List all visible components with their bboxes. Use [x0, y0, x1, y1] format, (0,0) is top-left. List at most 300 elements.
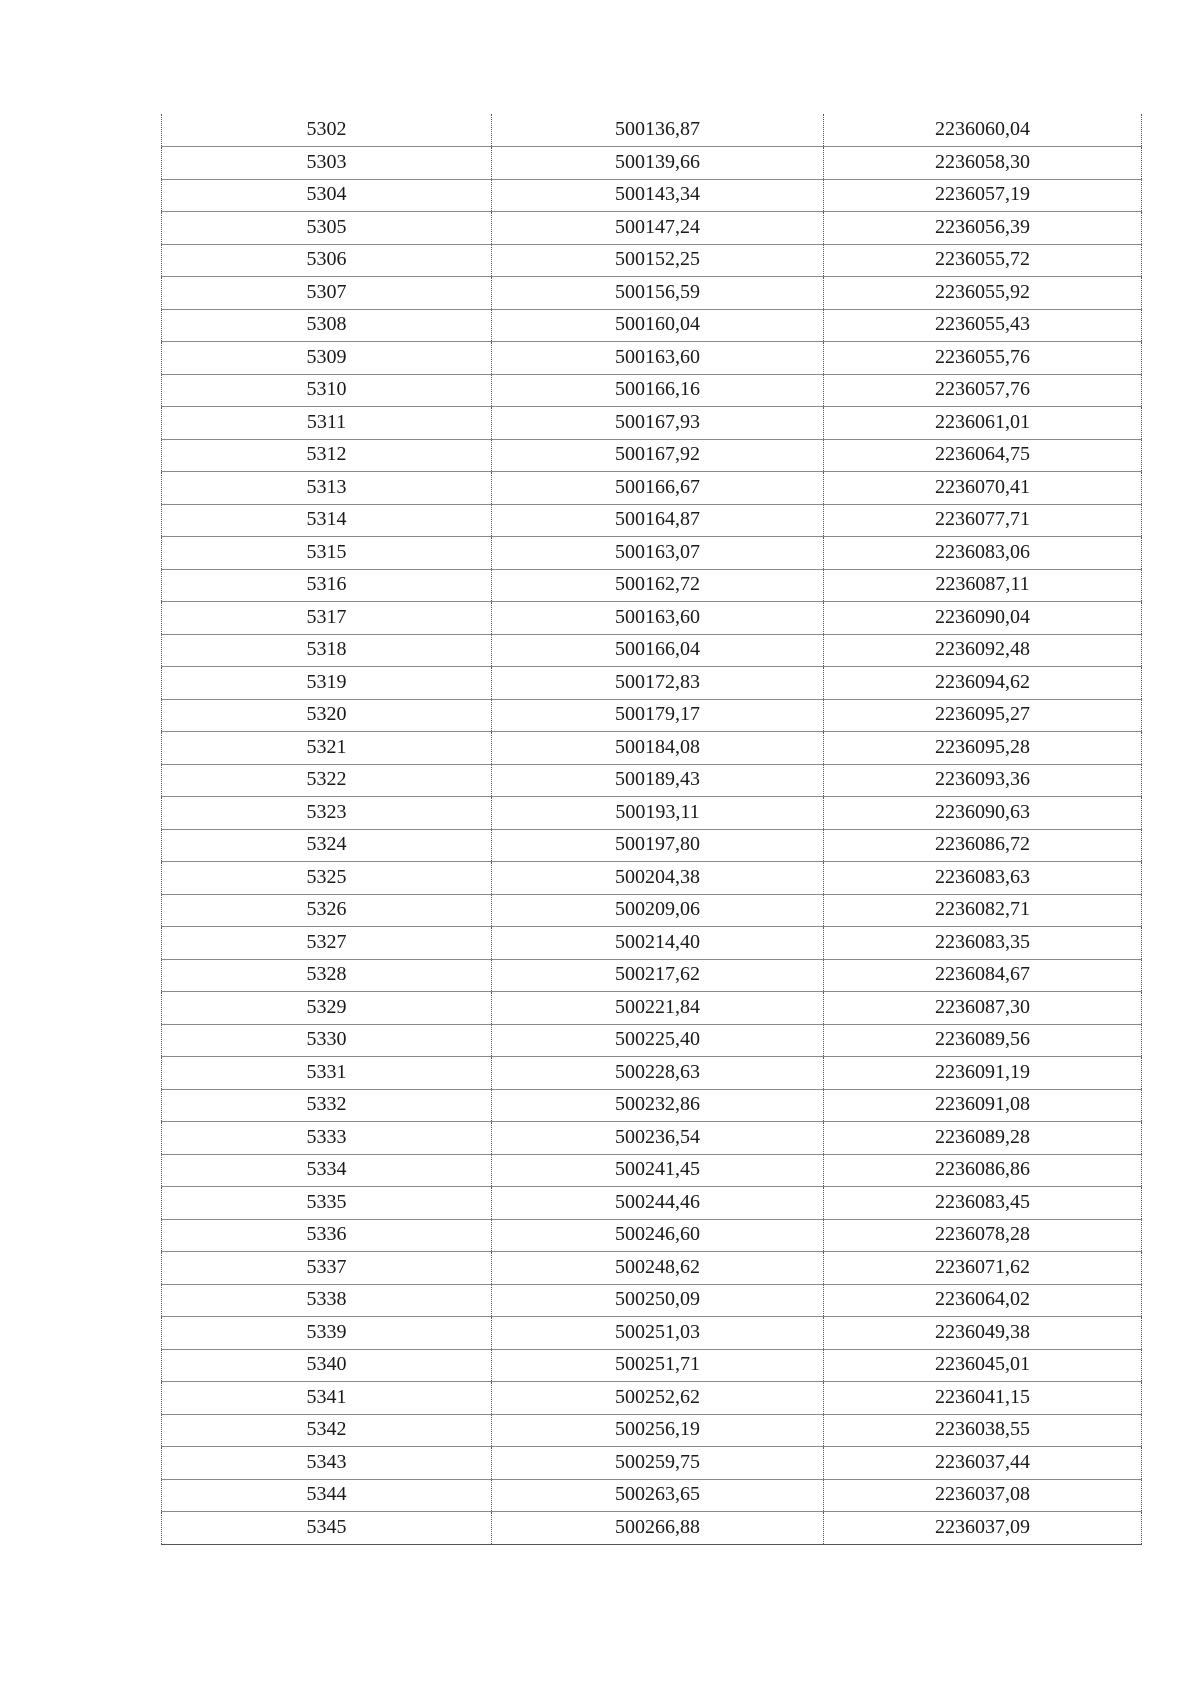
cell-text: 500184,08	[615, 735, 700, 758]
table-row	[162, 1382, 1142, 1415]
y-coordinate-cell	[824, 894, 1142, 927]
cell-text: 2236083,45	[935, 1190, 1030, 1213]
table-row	[162, 569, 1142, 602]
point-number-cell	[162, 1349, 492, 1382]
y-coordinate-cell	[824, 1252, 1142, 1285]
cell-text: 2236082,71	[935, 898, 1030, 921]
cell-text: 5317	[306, 605, 347, 628]
y-coordinate-cell	[824, 1122, 1142, 1155]
cell-text: 500166,67	[615, 475, 700, 498]
cell-text: 500246,60	[615, 1223, 700, 1246]
point-number-cell	[162, 992, 492, 1025]
cell-text: 2236038,55	[935, 1418, 1030, 1441]
cell-text: 2236086,86	[935, 1158, 1030, 1181]
x-coordinate-cell	[492, 764, 824, 797]
x-coordinate-cell	[492, 342, 824, 375]
table-row	[162, 537, 1142, 570]
point-number-cell	[162, 374, 492, 407]
y-coordinate-cell	[824, 1479, 1142, 1512]
x-coordinate-cell	[492, 179, 824, 212]
cell-text: 5308	[306, 313, 347, 336]
cell-text: 5320	[306, 703, 347, 726]
cell-text: 5303	[306, 150, 347, 173]
cell-text: 2236091,08	[935, 1093, 1030, 1116]
table-row	[162, 1219, 1142, 1252]
table-row	[162, 1252, 1142, 1285]
cell-text: 2236090,63	[935, 800, 1030, 823]
cell-text: 2236083,06	[935, 540, 1030, 563]
cell-text: 5334	[306, 1158, 347, 1181]
cell-text: 2236091,19	[935, 1060, 1030, 1083]
y-coordinate-cell	[824, 1317, 1142, 1350]
table-row	[162, 147, 1142, 180]
point-number-cell	[162, 1024, 492, 1057]
cell-text: 500251,03	[615, 1320, 700, 1343]
x-coordinate-cell	[492, 309, 824, 342]
x-coordinate-cell	[492, 1512, 824, 1545]
y-coordinate-cell	[824, 1284, 1142, 1317]
cell-text: 5323	[306, 800, 347, 823]
point-number-cell	[162, 797, 492, 830]
cell-text: 5322	[306, 768, 347, 791]
point-number-cell	[162, 764, 492, 797]
cell-text: 5314	[306, 508, 347, 531]
table-row	[162, 797, 1142, 830]
x-coordinate-cell	[492, 1479, 824, 1512]
cell-text: 5315	[306, 540, 347, 563]
x-coordinate-cell	[492, 472, 824, 505]
x-coordinate-cell	[492, 439, 824, 472]
x-coordinate-cell	[492, 732, 824, 765]
x-coordinate-cell	[492, 1089, 824, 1122]
x-coordinate-cell	[492, 1154, 824, 1187]
y-coordinate-cell	[824, 277, 1142, 310]
y-coordinate-cell	[824, 927, 1142, 960]
y-coordinate-cell	[824, 1089, 1142, 1122]
table-row	[162, 699, 1142, 732]
table-row	[162, 1122, 1142, 1155]
y-coordinate-cell	[824, 374, 1142, 407]
point-number-cell	[162, 407, 492, 440]
table-row	[162, 244, 1142, 277]
cell-text: 2236058,30	[935, 150, 1030, 173]
cell-text: 2236060,04	[935, 118, 1030, 140]
x-coordinate-cell	[492, 1219, 824, 1252]
x-coordinate-cell	[492, 1284, 824, 1317]
cell-text: 500167,93	[615, 410, 700, 433]
cell-text: 500163,60	[615, 345, 700, 368]
table-row	[162, 764, 1142, 797]
y-coordinate-cell	[824, 634, 1142, 667]
cell-text: 500167,92	[615, 443, 700, 466]
y-coordinate-cell	[824, 472, 1142, 505]
cell-text: 500166,16	[615, 378, 700, 401]
x-coordinate-cell	[492, 537, 824, 570]
cell-text: 500172,83	[615, 670, 700, 693]
cell-text: 500236,54	[615, 1125, 700, 1148]
cell-text: 500263,65	[615, 1483, 700, 1506]
cell-text: 2236084,67	[935, 963, 1030, 986]
cell-text: 500244,46	[615, 1190, 700, 1213]
point-number-cell	[162, 114, 492, 147]
cell-text: 5302	[306, 118, 347, 140]
cell-text: 500197,80	[615, 833, 700, 856]
cell-text: 500256,19	[615, 1418, 700, 1441]
cell-text: 5307	[306, 280, 347, 303]
table-row	[162, 342, 1142, 375]
point-number-cell	[162, 634, 492, 667]
y-coordinate-cell	[824, 1349, 1142, 1382]
x-coordinate-cell	[492, 1447, 824, 1480]
y-coordinate-cell	[824, 1154, 1142, 1187]
cell-text: 5343	[306, 1450, 347, 1473]
cell-text: 2236087,30	[935, 995, 1030, 1018]
cell-text: 500163,07	[615, 540, 700, 563]
cell-text: 2236086,72	[935, 833, 1030, 856]
cell-text: 5309	[306, 345, 347, 368]
cell-text: 5312	[306, 443, 347, 466]
x-coordinate-cell	[492, 1252, 824, 1285]
cell-text: 2236095,27	[935, 703, 1030, 726]
y-coordinate-cell	[824, 439, 1142, 472]
point-number-cell	[162, 1317, 492, 1350]
cell-text: 5340	[306, 1353, 347, 1376]
cell-text: 500250,09	[615, 1288, 700, 1311]
cell-text: 2236037,09	[935, 1515, 1030, 1538]
table-row	[162, 1512, 1142, 1545]
table-row	[162, 1479, 1142, 1512]
y-coordinate-cell	[824, 147, 1142, 180]
point-number-cell	[162, 1382, 492, 1415]
y-coordinate-cell	[824, 244, 1142, 277]
x-coordinate-cell	[492, 569, 824, 602]
point-number-cell	[162, 1057, 492, 1090]
cell-text: 500221,84	[615, 995, 700, 1018]
cell-text: 500259,75	[615, 1450, 700, 1473]
y-coordinate-cell	[824, 1382, 1142, 1415]
table-row	[162, 667, 1142, 700]
point-number-cell	[162, 1089, 492, 1122]
point-number-cell	[162, 1447, 492, 1480]
table-row	[162, 277, 1142, 310]
x-coordinate-cell	[492, 1349, 824, 1382]
y-coordinate-cell	[824, 114, 1142, 147]
y-coordinate-cell	[824, 569, 1142, 602]
table-row	[162, 634, 1142, 667]
table-row	[162, 1057, 1142, 1090]
point-number-cell	[162, 1512, 492, 1545]
table-row	[162, 407, 1142, 440]
cell-text: 500252,62	[615, 1385, 700, 1408]
x-coordinate-cell	[492, 602, 824, 635]
cell-text: 500248,62	[615, 1255, 700, 1278]
table-row	[162, 212, 1142, 245]
x-coordinate-cell	[492, 1122, 824, 1155]
table-row	[162, 472, 1142, 505]
x-coordinate-cell	[492, 894, 824, 927]
cell-text: 500228,63	[615, 1060, 700, 1083]
cell-text: 500217,62	[615, 963, 700, 986]
y-coordinate-cell	[824, 1057, 1142, 1090]
table-row	[162, 1187, 1142, 1220]
cell-text: 500143,34	[615, 183, 700, 206]
cell-text: 5338	[306, 1288, 347, 1311]
table-row	[162, 309, 1142, 342]
point-number-cell	[162, 309, 492, 342]
y-coordinate-cell	[824, 667, 1142, 700]
point-number-cell	[162, 569, 492, 602]
table-row	[162, 1317, 1142, 1350]
cell-text: 5342	[306, 1418, 347, 1441]
y-coordinate-cell	[824, 1512, 1142, 1545]
cell-text: 5304	[306, 183, 347, 206]
point-number-cell	[162, 439, 492, 472]
table-row	[162, 992, 1142, 1025]
x-coordinate-cell	[492, 992, 824, 1025]
table-row	[162, 927, 1142, 960]
x-coordinate-cell	[492, 927, 824, 960]
cell-text: 5327	[306, 930, 347, 953]
cell-text: 500164,87	[615, 508, 700, 531]
point-number-cell	[162, 504, 492, 537]
cell-text: 500225,40	[615, 1028, 700, 1051]
cell-text: 5333	[306, 1125, 347, 1148]
table-row	[162, 602, 1142, 635]
cell-text: 500160,04	[615, 313, 700, 336]
cell-text: 2236077,71	[935, 508, 1030, 531]
point-number-cell	[162, 537, 492, 570]
x-coordinate-cell	[492, 407, 824, 440]
table-row	[162, 829, 1142, 862]
cell-text: 500163,60	[615, 605, 700, 628]
point-number-cell	[162, 699, 492, 732]
y-coordinate-cell	[824, 764, 1142, 797]
cell-text: 5326	[306, 898, 347, 921]
table-row	[162, 732, 1142, 765]
cell-text: 2236070,41	[935, 475, 1030, 498]
cell-text: 5319	[306, 670, 347, 693]
cell-text: 2236094,62	[935, 670, 1030, 693]
y-coordinate-cell	[824, 537, 1142, 570]
x-coordinate-cell	[492, 667, 824, 700]
x-coordinate-cell	[492, 504, 824, 537]
point-number-cell	[162, 1122, 492, 1155]
cell-text: 5311	[306, 410, 347, 433]
point-number-cell	[162, 667, 492, 700]
cell-text: 2236049,38	[935, 1320, 1030, 1343]
cell-text: 5331	[306, 1060, 347, 1083]
y-coordinate-cell	[824, 699, 1142, 732]
table-row	[162, 959, 1142, 992]
point-number-cell	[162, 1414, 492, 1447]
y-coordinate-cell	[824, 1024, 1142, 1057]
cell-text: 5336	[306, 1223, 347, 1246]
cell-text: 2236041,15	[935, 1385, 1030, 1408]
cell-text: 500266,88	[615, 1515, 700, 1538]
cell-text: 2236061,01	[935, 410, 1030, 433]
cell-text: 2236087,11	[935, 573, 1030, 596]
y-coordinate-cell	[824, 959, 1142, 992]
point-number-cell	[162, 277, 492, 310]
y-coordinate-cell	[824, 1187, 1142, 1220]
y-coordinate-cell	[824, 797, 1142, 830]
cell-text: 500166,04	[615, 638, 700, 661]
cell-text: 5330	[306, 1028, 347, 1051]
cell-text: 500179,17	[615, 703, 700, 726]
cell-text: 5310	[306, 378, 347, 401]
table-row	[162, 374, 1142, 407]
cell-text: 500232,86	[615, 1093, 700, 1116]
cell-text: 500214,40	[615, 930, 700, 953]
cell-text: 5318	[306, 638, 347, 661]
y-coordinate-cell	[824, 407, 1142, 440]
point-number-cell	[162, 179, 492, 212]
y-coordinate-cell	[824, 504, 1142, 537]
x-coordinate-cell	[492, 1382, 824, 1415]
table-row	[162, 1284, 1142, 1317]
cell-text: 5321	[306, 735, 347, 758]
point-number-cell	[162, 829, 492, 862]
x-coordinate-cell	[492, 829, 824, 862]
table-row	[162, 1349, 1142, 1382]
point-number-cell	[162, 894, 492, 927]
cell-text: 2236055,72	[935, 248, 1030, 271]
cell-text: 5339	[306, 1320, 347, 1343]
y-coordinate-cell	[824, 992, 1142, 1025]
cell-text: 2236055,92	[935, 280, 1030, 303]
cell-text: 5341	[306, 1385, 347, 1408]
y-coordinate-cell	[824, 602, 1142, 635]
point-number-cell	[162, 147, 492, 180]
point-number-cell	[162, 1219, 492, 1252]
cell-text: 5313	[306, 475, 347, 498]
cell-text: 5345	[306, 1515, 347, 1538]
cell-text: 2236078,28	[935, 1223, 1030, 1246]
point-number-cell	[162, 1187, 492, 1220]
cell-text: 500152,25	[615, 248, 700, 271]
cell-text: 500204,38	[615, 865, 700, 888]
cell-text: 2236055,43	[935, 313, 1030, 336]
y-coordinate-cell	[824, 342, 1142, 375]
x-coordinate-cell	[492, 634, 824, 667]
point-number-cell	[162, 212, 492, 245]
cell-text: 2236095,28	[935, 735, 1030, 758]
x-coordinate-cell	[492, 244, 824, 277]
table-row	[162, 1414, 1142, 1447]
point-number-cell	[162, 244, 492, 277]
cell-text: 5344	[306, 1483, 347, 1506]
cell-text: 2236037,08	[935, 1483, 1030, 1506]
table-row	[162, 894, 1142, 927]
point-number-cell	[162, 1154, 492, 1187]
table-row	[162, 1089, 1142, 1122]
cell-text: 500189,43	[615, 768, 700, 791]
cell-text: 5328	[306, 963, 347, 986]
x-coordinate-cell	[492, 374, 824, 407]
table-row	[162, 1154, 1142, 1187]
cell-text: 500162,72	[615, 573, 700, 596]
x-coordinate-cell	[492, 1024, 824, 1057]
coordinates-table	[161, 114, 1142, 1545]
table-row	[162, 1447, 1142, 1480]
y-coordinate-cell	[824, 212, 1142, 245]
cell-text: 500147,24	[615, 215, 700, 238]
cell-text: 2236064,75	[935, 443, 1030, 466]
point-number-cell	[162, 732, 492, 765]
y-coordinate-cell	[824, 829, 1142, 862]
point-number-cell	[162, 1479, 492, 1512]
cell-text: 500156,59	[615, 280, 700, 303]
cell-text: 5332	[306, 1093, 347, 1116]
point-number-cell	[162, 342, 492, 375]
table-row	[162, 439, 1142, 472]
cell-text: 5335	[306, 1190, 347, 1213]
cell-text: 500136,87	[615, 118, 700, 140]
table-row	[162, 504, 1142, 537]
cell-text: 5316	[306, 573, 347, 596]
cell-text: 2236057,19	[935, 183, 1030, 206]
x-coordinate-cell	[492, 1317, 824, 1350]
x-coordinate-cell	[492, 862, 824, 895]
cell-text: 2236057,76	[935, 378, 1030, 401]
x-coordinate-cell	[492, 797, 824, 830]
cell-text: 2236037,44	[935, 1450, 1030, 1473]
table-row	[162, 179, 1142, 212]
cell-text: 2236064,02	[935, 1288, 1030, 1311]
x-coordinate-cell	[492, 147, 824, 180]
cell-text: 5324	[306, 833, 347, 856]
point-number-cell	[162, 472, 492, 505]
table-row	[162, 862, 1142, 895]
cell-text: 2236045,01	[935, 1353, 1030, 1376]
cell-text: 5329	[306, 995, 347, 1018]
x-coordinate-cell	[492, 699, 824, 732]
table-row	[162, 1024, 1142, 1057]
cell-text: 2236093,36	[935, 768, 1030, 791]
x-coordinate-cell	[492, 212, 824, 245]
x-coordinate-cell	[492, 114, 824, 147]
x-coordinate-cell	[492, 959, 824, 992]
cell-text: 500193,11	[615, 800, 700, 823]
cell-text: 5305	[306, 215, 347, 238]
cell-text: 2236083,35	[935, 930, 1030, 953]
y-coordinate-cell	[824, 732, 1142, 765]
x-coordinate-cell	[492, 1187, 824, 1220]
point-number-cell	[162, 1252, 492, 1285]
cell-text: 500241,45	[615, 1158, 700, 1181]
cell-text: 2236092,48	[935, 638, 1030, 661]
x-coordinate-cell	[492, 1057, 824, 1090]
y-coordinate-cell	[824, 1447, 1142, 1480]
point-number-cell	[162, 927, 492, 960]
cell-text: 500251,71	[615, 1353, 700, 1376]
cell-text: 5337	[306, 1255, 347, 1278]
cell-text: 2236055,76	[935, 345, 1030, 368]
point-number-cell	[162, 959, 492, 992]
cell-text: 500139,66	[615, 150, 700, 173]
y-coordinate-cell	[824, 1219, 1142, 1252]
cell-text: 500209,06	[615, 898, 700, 921]
point-number-cell	[162, 1284, 492, 1317]
cell-text: 2236083,63	[935, 865, 1030, 888]
x-coordinate-cell	[492, 1414, 824, 1447]
point-number-cell	[162, 862, 492, 895]
coordinates-table-body	[162, 114, 1142, 1544]
y-coordinate-cell	[824, 179, 1142, 212]
y-coordinate-cell	[824, 862, 1142, 895]
x-coordinate-cell	[492, 277, 824, 310]
cell-text: 2236089,56	[935, 1028, 1030, 1051]
